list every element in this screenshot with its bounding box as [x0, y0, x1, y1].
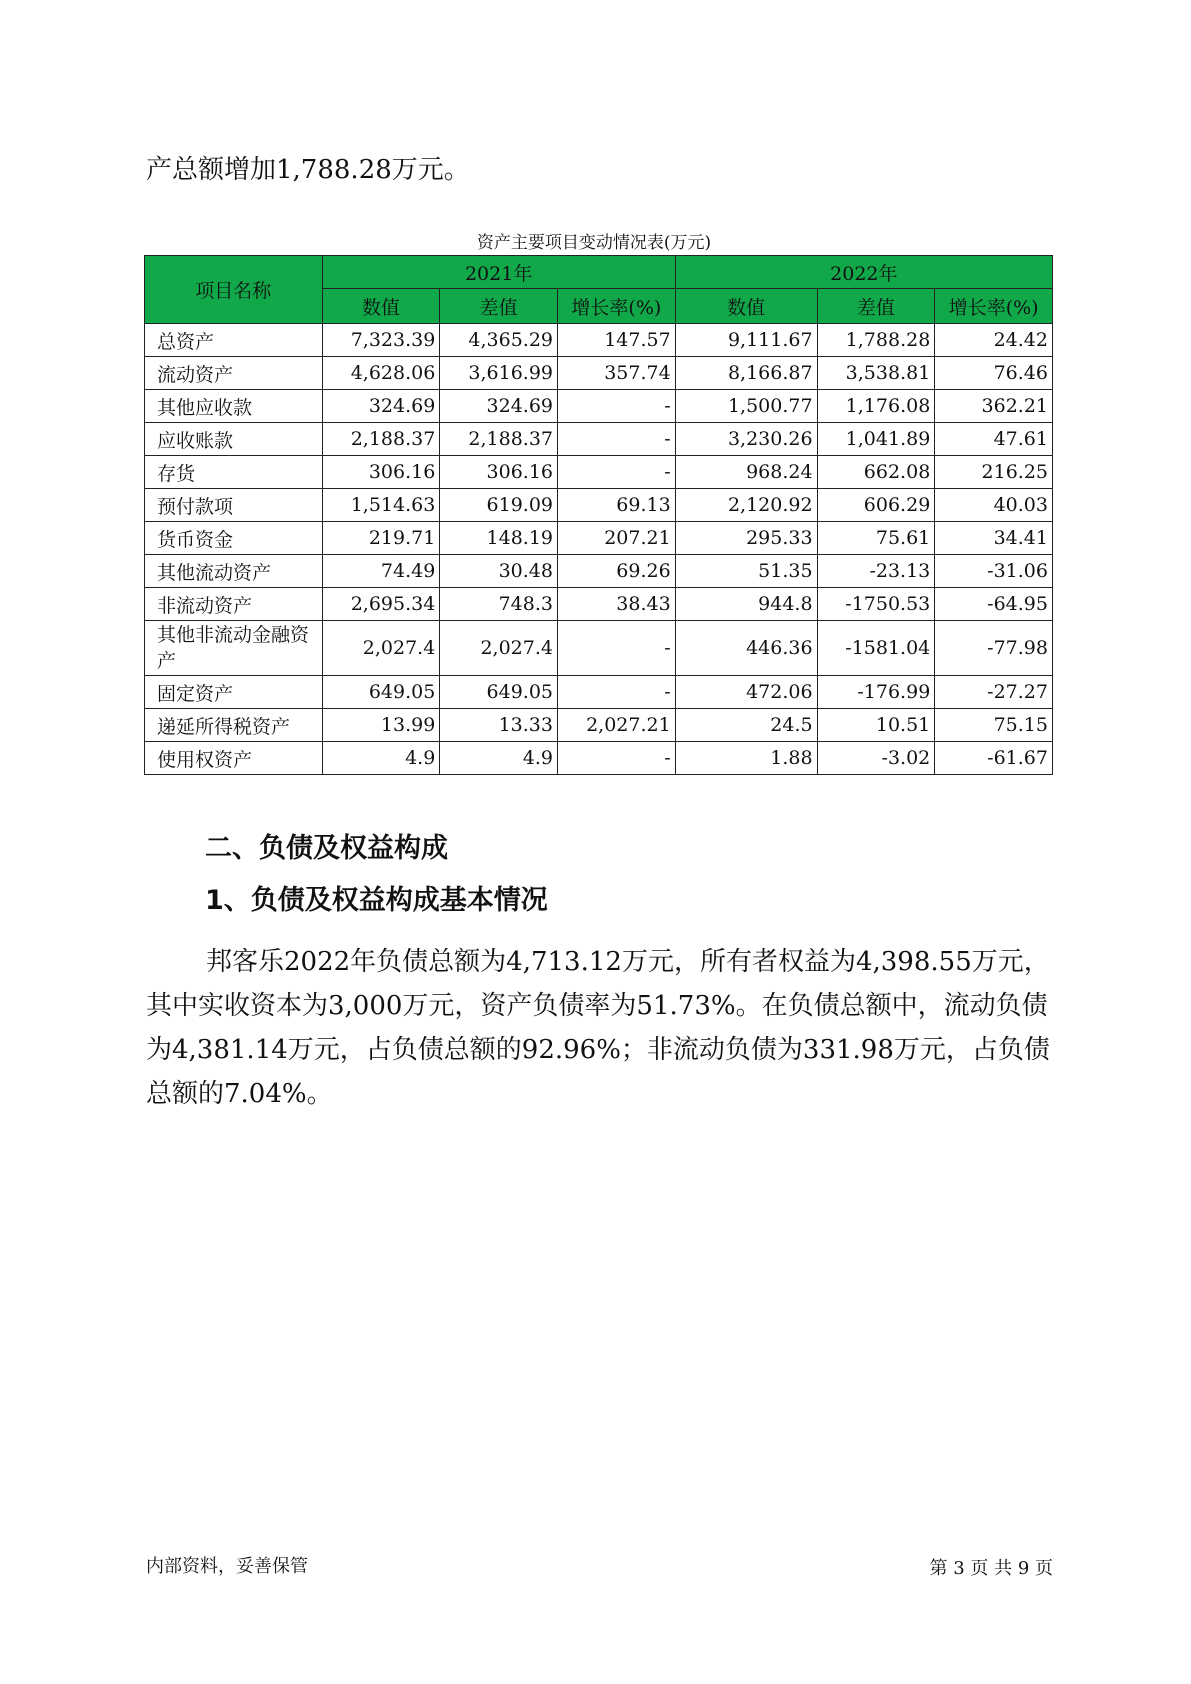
table-cell: 75.61: [817, 522, 935, 555]
table-cell: 1,041.89: [817, 423, 935, 456]
row-item-name: 其他流动资产: [145, 555, 323, 588]
table-cell: -1750.53: [817, 588, 935, 621]
table-row: [145, 390, 1053, 423]
table-cell: 9,111.67: [675, 324, 817, 357]
table-cell: 47.61: [935, 423, 1053, 456]
row-item-name: 流动资产: [145, 357, 323, 390]
table-cell: 2,027.4: [322, 621, 440, 676]
table-cell: 1,176.08: [817, 390, 935, 423]
table-cell: 30.48: [440, 555, 558, 588]
table-cell: 2,695.34: [322, 588, 440, 621]
header-value: 数值: [322, 289, 440, 324]
footer-confidential-note: 内部资料，妥善保管: [146, 1556, 308, 1577]
table-cell: 324.69: [440, 390, 558, 423]
table-cell: -: [558, 456, 676, 489]
table-cell: -27.27: [935, 676, 1053, 709]
table-cell: 24.5: [675, 709, 817, 742]
table-cell: -: [558, 676, 676, 709]
table-row: [145, 742, 1053, 775]
table-cell: 362.21: [935, 390, 1053, 423]
table-cell: 3,538.81: [817, 357, 935, 390]
table-cell: 3,616.99: [440, 357, 558, 390]
table-cell: 4,365.29: [440, 324, 558, 357]
table-row: [145, 489, 1053, 522]
table-cell: 619.09: [440, 489, 558, 522]
table-cell: 34.41: [935, 522, 1053, 555]
table-cell: -64.95: [935, 588, 1053, 621]
asset-change-table: [144, 255, 1053, 775]
table-cell: 13.33: [440, 709, 558, 742]
row-item-name: 固定资产: [145, 676, 323, 709]
section-heading: 二、负债及权益构成: [205, 833, 448, 864]
table-cell: 7,323.39: [322, 324, 440, 357]
table-row: [145, 555, 1053, 588]
table-cell: 1.88: [675, 742, 817, 775]
table-cell: 446.36: [675, 621, 817, 676]
table-row: [145, 357, 1053, 390]
table-row: [145, 676, 1053, 709]
table-cell: 219.71: [322, 522, 440, 555]
table-cell: 4.9: [440, 742, 558, 775]
row-item-name: 非流动资产: [145, 588, 323, 621]
subsection-heading: 1、负债及权益构成基本情况: [205, 885, 548, 916]
table-row: [145, 522, 1053, 555]
table-cell: 8,166.87: [675, 357, 817, 390]
table-cell: 148.19: [440, 522, 558, 555]
table-caption: 资产主要项目变动情况表(万元): [476, 233, 712, 253]
table-cell: 306.16: [322, 456, 440, 489]
table-cell: 40.03: [935, 489, 1053, 522]
table-cell: -1581.04: [817, 621, 935, 676]
header-year-2022: 2022年: [675, 256, 1052, 289]
table-cell: 69.26: [558, 555, 676, 588]
table-cell: 662.08: [817, 456, 935, 489]
table-cell: 2,027.4: [440, 621, 558, 676]
table-cell: -31.06: [935, 555, 1053, 588]
table-cell: 24.42: [935, 324, 1053, 357]
table-cell: 295.33: [675, 522, 817, 555]
table-row: [145, 709, 1053, 742]
table-cell: 357.74: [558, 357, 676, 390]
table-cell: 2,188.37: [440, 423, 558, 456]
table-cell: -77.98: [935, 621, 1053, 676]
table-cell: 4.9: [322, 742, 440, 775]
table-cell: -23.13: [817, 555, 935, 588]
table-cell: 4,628.06: [322, 357, 440, 390]
table-cell: 472.06: [675, 676, 817, 709]
table-cell: 3,230.26: [675, 423, 817, 456]
table-cell: 748.3: [440, 588, 558, 621]
table-cell: 1,514.63: [322, 489, 440, 522]
header-value: 数值: [675, 289, 817, 324]
table-cell: 38.43: [558, 588, 676, 621]
table-cell: 2,027.21: [558, 709, 676, 742]
footer-page-number: 第 3 页 共 9 页: [929, 1558, 1053, 1579]
table-cell: 2,188.37: [322, 423, 440, 456]
row-item-name: 其他应收款: [145, 390, 323, 423]
table-cell: 324.69: [322, 390, 440, 423]
row-item-name: 使用权资产: [145, 742, 323, 775]
header-diff: 差值: [440, 289, 558, 324]
table-cell: 2,120.92: [675, 489, 817, 522]
table-cell: 944.8: [675, 588, 817, 621]
table-cell: 968.24: [675, 456, 817, 489]
table-cell: 13.99: [322, 709, 440, 742]
table-cell: 649.05: [440, 676, 558, 709]
table-cell: 69.13: [558, 489, 676, 522]
row-item-name: 其他非流动金融资产: [145, 621, 323, 676]
table-cell: -61.67: [935, 742, 1053, 775]
row-item-name: 递延所得税资产: [145, 709, 323, 742]
header-item-name: 项目名称: [145, 256, 323, 324]
table-cell: -: [558, 423, 676, 456]
table-row: [145, 423, 1053, 456]
table-row: [145, 621, 1053, 676]
table-cell: -: [558, 390, 676, 423]
table-cell: 649.05: [322, 676, 440, 709]
table-cell: 75.15: [935, 709, 1053, 742]
table-cell: -176.99: [817, 676, 935, 709]
table-cell: 147.57: [558, 324, 676, 357]
table-cell: -: [558, 742, 676, 775]
header-year-2021: 2021年: [322, 256, 675, 289]
header-diff: 差值: [817, 289, 935, 324]
table-cell: 216.25: [935, 456, 1053, 489]
table-cell: 10.51: [817, 709, 935, 742]
row-item-name: 预付款项: [145, 489, 323, 522]
body-paragraph: 邦客乐2022年负债总额为4,713.12万元，所有者权益为4,398.55万元，其中实收资本为3,000万元，资产负债率为51.73%。在负债总额中，流动负债为4,381.14万元，占负债总额的92.96%；非流动负债为331.98万元，占负债总额的7.04%。: [146, 947, 1050, 1109]
table-cell: 606.29: [817, 489, 935, 522]
table-cell: 306.16: [440, 456, 558, 489]
row-item-name: 货币资金: [145, 522, 323, 555]
header-growth-rate: 增长率(%): [935, 289, 1053, 324]
table-cell: 51.35: [675, 555, 817, 588]
table-cell: 76.46: [935, 357, 1053, 390]
table-cell: 1,500.77: [675, 390, 817, 423]
intro-text: 产总额增加1,788.28万元。: [146, 155, 470, 185]
table-row: [145, 324, 1053, 357]
header-growth-rate: 增长率(%): [558, 289, 676, 324]
table-cell: 1,788.28: [817, 324, 935, 357]
table-cell: -: [558, 621, 676, 676]
table-row: [145, 456, 1053, 489]
table-row: [145, 588, 1053, 621]
row-item-name: 存货: [145, 456, 323, 489]
table-cell: -3.02: [817, 742, 935, 775]
table-cell: 207.21: [558, 522, 676, 555]
row-item-name: 总资产: [145, 324, 323, 357]
row-item-name: 应收账款: [145, 423, 323, 456]
table-cell: 74.49: [322, 555, 440, 588]
